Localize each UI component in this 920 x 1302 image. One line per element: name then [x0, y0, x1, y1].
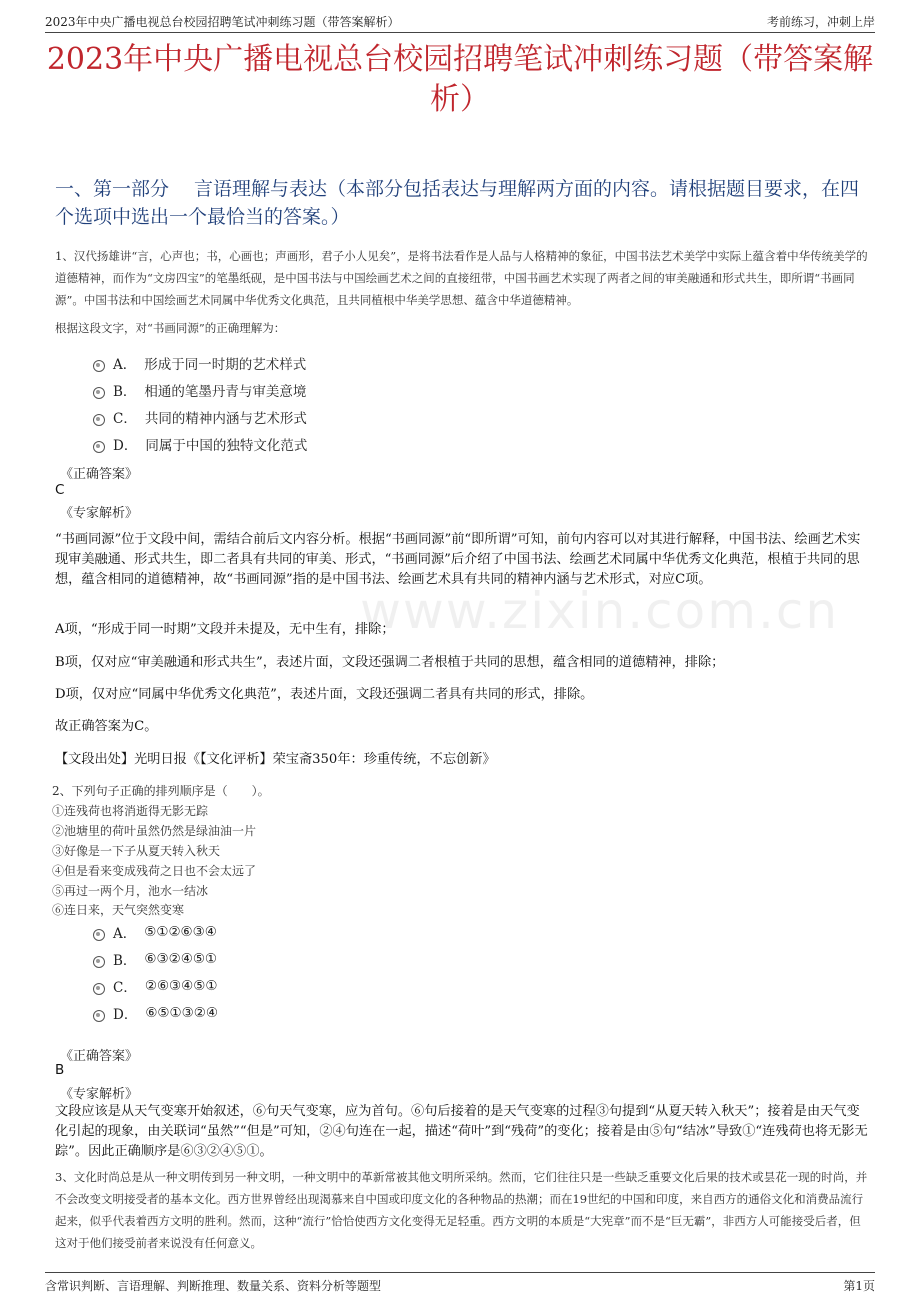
- radio-icon[interactable]: [93, 956, 105, 968]
- q2-answer: B: [55, 1062, 65, 1078]
- page-title: 2023年中央广播电视总台校园招聘笔试冲刺练习题（带答案解析）: [46, 42, 874, 117]
- q1-option-a[interactable]: A． 形成于同一时期的艺术样式: [93, 352, 306, 374]
- q2-line-1: ①连残荷也将消逝得无影无踪: [52, 804, 209, 818]
- q1-option-c[interactable]: C． 共同的精神内涵与艺术形式: [93, 406, 307, 428]
- header-slogan: 考前练习，冲刺上岸: [766, 15, 875, 29]
- q1-stem: 根据这段文字，对“书画同源”的正确理解为：: [55, 321, 286, 335]
- radio-icon[interactable]: [93, 441, 105, 453]
- q2-option-d[interactable]: D． ⑥⑤①③②④: [93, 1002, 218, 1024]
- radio-icon[interactable]: [93, 929, 105, 941]
- q1-answer: C: [55, 482, 65, 498]
- q1-analysis-a: A项，“形成于同一时期”文段并未提及，无中生有，排除；: [55, 622, 395, 637]
- q1-passage: 1、汉代扬雄讲“言，心声也；书，心画也；声画形，君子小人见矣”，是将书法看作是人品与人格精神的象征，中国书法艺术美学中实际上蕴含着中华传统美学的道德精神，而作为“文房四宝”的笔墨纸砚，是中国书法与中国绘画艺术之间的直接纽带，中国书画艺术实现了两者之间的审美融通和形式共生，即所谓“书画同源”。中国书法和中国绘画艺术同属中华优秀文化典范，且共同植根中华美学思想、蕴含中华道德精神。: [55, 249, 868, 307]
- q1-analysis-main: “书画同源”位于文段中间，需结合前后文内容分析。根据“书画同源”前“即所谓”可知，前句内容可以对其进行解释，中国书法、绘画艺术实现审美融通、形式共生，即二者具有共同的审美、形式，“书画同源”后介绍了中国书法、绘画艺术同属中华优秀文化典范，根植于共同的思想，蕴含相同的道德精神，故“书画同源”指的是中国书法、绘画艺术具有共同的精神内涵与艺术形式，对应C项。: [55, 532, 861, 587]
- q2-line-3: ③好像是一下子从夏天转入秋天: [52, 844, 221, 858]
- q1-analysis-label: 《专家解析》: [60, 506, 139, 521]
- q2-analysis: 文段应该是从天气变寒开始叙述，⑥句天气变寒，应为首句。⑥句后接着的是天气变寒的过程③句提到“从夏天转入秋天”；接着是由天气变化引起的现象，由关联词“虽然”“但是”可知，②④句连在一起，描述“荷叶”到“残荷”的变化；接着是由⑤句“结冰”导致①“连残荷也将无影无踪”。因此正确顺序是⑥③②④⑤①。: [55, 1104, 868, 1159]
- watermark: www.zixin.com.cn: [360, 582, 840, 640]
- section-heading: 一、第一部分 言语理解与表达（本部分包括表达与理解两方面的内容。请根据题目要求，在四个选项中选出一个最恰当的答案。）: [55, 178, 860, 228]
- q2-line-4: ④但是看来变成残荷之日也不会太远了: [52, 864, 257, 878]
- header-doc-title: 2023年中央广播电视总台校园招聘笔试冲刺练习题（带答案解析）: [45, 15, 400, 29]
- q1-answer-label: 《正确答案》: [60, 467, 139, 482]
- running-header: [45, 8, 875, 33]
- page-footer: [45, 1272, 875, 1295]
- q2-line-5: ⑤再过一两个月，池水一结冰: [52, 884, 209, 898]
- radio-icon[interactable]: [93, 414, 105, 426]
- q1-analysis-b: B项，仅对应“审美融通和形式共生”，表述片面，文段还强调二者根植于共同的思想，蕴含相同的道德精神，排除；: [55, 655, 725, 670]
- q2-option-b[interactable]: B． ⑥③②④⑤①: [93, 948, 217, 970]
- q2-line-2: ②池塘里的荷叶虽然仍然是绿油油一片: [52, 824, 257, 838]
- q1-option-d[interactable]: D． 同属于中国的独特文化范式: [93, 433, 307, 455]
- q2-line-6: ⑥连日来，天气突然变寒: [52, 903, 185, 917]
- q2-answer-label: 《正确答案》: [60, 1049, 139, 1064]
- q3-passage: 3、文化时尚总是从一种文明传到另一种文明，一种文明中的革新常被其他文明所采纳。然而，它们往往只是一些缺乏重要文化后果的技术或昙花一现的时尚，并不会改变文明接受者的基本文化。西方世界曾经出现渴慕来自中国或印度文化的各种物品的热潮；而在19世纪的中国和印度，来自西方的通俗文化和消费品流行起来，似乎代表着西方文明的胜利。然而，这种“流行”恰恰使西方文化变得无足轻重。西方文明的本质是“大宪章”而不是“巨无霸”，非西方人可能接受后者，但这对于他们接受前者来说没有任何意义。: [55, 1170, 868, 1250]
- q2-option-a[interactable]: A． ⑤①②⑥③④: [93, 921, 217, 943]
- q1-source: 【文段出处】光明日报《【文化评析】荣宝斋350年：珍重传统，不忘创新》: [55, 752, 496, 767]
- radio-icon[interactable]: [93, 1010, 105, 1022]
- q2-analysis-label: 《专家解析》: [60, 1087, 139, 1102]
- radio-icon[interactable]: [93, 983, 105, 995]
- q1-analysis-d: D项，仅对应“同属中华优秀文化典范”，表述片面，文段还强调二者具有共同的形式，排除。: [55, 687, 594, 702]
- radio-icon[interactable]: [93, 387, 105, 399]
- footer-topics: 含常识判断、言语理解、判断推理、数量关系、资料分析等题型: [45, 1278, 382, 1293]
- q2-option-c[interactable]: C． ②⑥③④⑤①: [93, 975, 217, 997]
- q2-stem: 2、下列句子正确的排列顺序是（ ）。: [52, 784, 270, 798]
- radio-icon[interactable]: [93, 360, 105, 372]
- page-number: 第1页: [843, 1278, 875, 1293]
- q1-option-b[interactable]: B． 相通的笔墨丹青与审美意境: [93, 379, 306, 401]
- q1-analysis-conclusion: 故正确答案为C。: [55, 719, 158, 734]
